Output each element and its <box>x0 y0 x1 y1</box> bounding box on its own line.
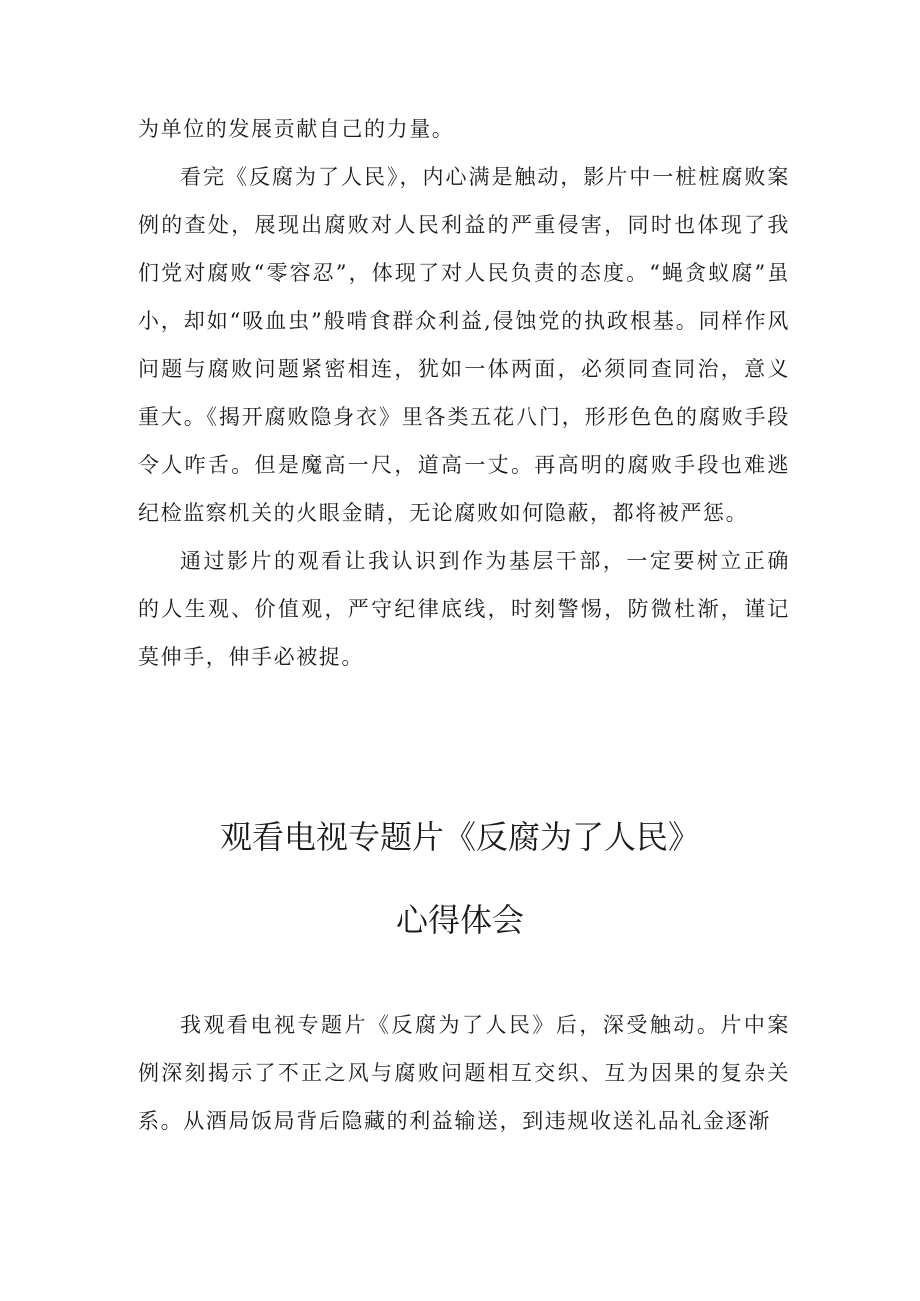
body-paragraph-1: 看完《反腐为了人民》，内心满是触动，影片中一桩桩腐败案例的查处，展现出腐败对人民利益的严重侵害，同时也体现了我们党对腐败“零容忍”，体现了对人民负责的态度。“蝇贪蚁腐”虽小，却如“吸血虫”般啃食群众利益,侵蚀党的执政根基。同样作风问题与腐败问题紧密相连，犹如一体两面，必须同查同治，意义重大。《揭开腐败隐身衣》里各类五花八门，形形色色的腐败手段令人咋舌。但是魔高一尺，道高一丈。再高明的腐败手段也难逃纪检监察机关的火眼金睛，无论腐败如何隐蔽，都将被严惩。 <box>138 165 790 525</box>
article-body-text <box>138 1001 790 1145</box>
previous-section-text <box>138 105 790 681</box>
article-title-line-1: 观看电视专题片《反腐为了人民》 <box>219 818 700 856</box>
body-paragraph-2: 通过影片的观看让我认识到作为基层干部，一定要树立正确的人生观、价值观，严守纪律底线，时刻警惕，防微杜渐，谨记莫伸手，伸手必被捉。 <box>138 549 790 669</box>
article-title-line-2: 心得体会 <box>395 901 524 939</box>
continuation-line: 为单位的发展贡献自己的力量。 <box>138 117 455 141</box>
article-paragraph-1: 我观看电视专题片《反腐为了人民》后，深受触动。片中案例深刻揭示了不正之风与腐败问题相互交织、互为因果的复杂关系。从酒局饭局背后隐藏的利益输送，到违规收送礼品礼金逐渐 <box>138 1013 790 1133</box>
